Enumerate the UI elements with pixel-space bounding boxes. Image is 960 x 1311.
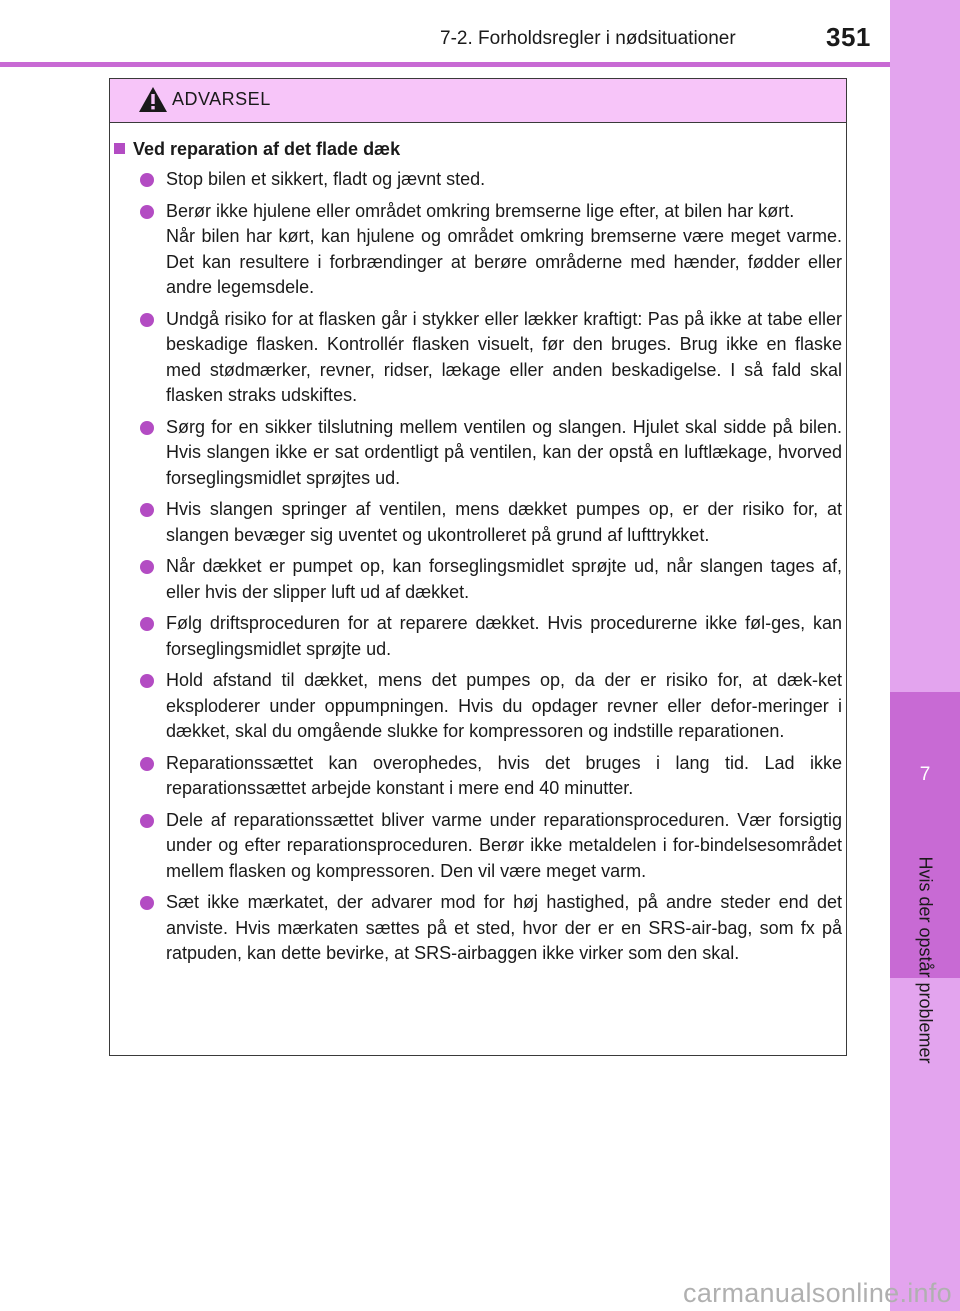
list-item-text: Hvis slangen springer af ventilen, mens dækket pumpes op, er der risiko for, at slangen bevæger sig uventet og ukontrolleret på grund af lufttrykket. bbox=[166, 499, 842, 545]
list-item bbox=[140, 890, 842, 967]
page-number: 351 bbox=[826, 22, 871, 52]
bullet-dot-icon bbox=[140, 896, 154, 910]
chapter-number: 7 bbox=[919, 764, 931, 785]
list-item-text: Dele af reparationssættet bliver varme under reparationsproceduren. Vær forsigtig under og efter reparationsproceduren. Berør ikke metaldelen i for-bindelsesområdet mellem flasken og kompressoren. Den vil være meget varm. bbox=[166, 809, 842, 881]
header-divider bbox=[0, 62, 890, 67]
list-item bbox=[140, 808, 842, 885]
bullet-dot-icon bbox=[140, 617, 154, 631]
list-item-text: Stop bilen et sikkert, fladt og jævnt sted. bbox=[166, 169, 486, 189]
list-item-text: Når dækket er pumpet op, kan forseglingsmidlet sprøjte ud, når slangen tages af, eller hvis der slipper luft ud af dækket. bbox=[166, 556, 842, 602]
list-item-text: Når bilen har kørt, kan hjulene og området omkring bremserne være meget varme. Det kan resultere i forbrændinger at berøre områderne med hænder, fødder eller andre legemsdele. bbox=[166, 226, 842, 297]
bullet-dot-icon bbox=[140, 313, 154, 327]
list-item bbox=[140, 199, 842, 301]
list-item-text: Hold afstand til dækket, mens det pumpes op, da der er risiko for, at dæk-ket eksploderer under oppumpningen. Hvis du opdager revner eller defor-meringer i dækket, skal du omgående slukke for kompressoren og indstille reparationen. bbox=[166, 670, 842, 741]
warning-label: ADVARSEL bbox=[172, 89, 271, 109]
bullet-dot-icon bbox=[140, 757, 154, 771]
bullet-dot-icon bbox=[140, 205, 154, 219]
list-item bbox=[140, 415, 842, 492]
chapter-title: Hvis der opstår problemer bbox=[915, 856, 936, 1064]
section-heading-text: Ved reparation af det flade dæk bbox=[133, 139, 401, 159]
watermark: carmanualsonline.info bbox=[683, 1278, 952, 1308]
list-item-text: Sæt ikke mærkatet, der advarer mod for høj hastighed, på andre steder end det anviste. Hvis mærkaten sættes på et sted, hvor der er en SRS-air-bag, som fx på ratpuden, kan dette bevirke, at SRS-airbaggen ikke virker som den skal. bbox=[166, 892, 842, 963]
list-item bbox=[140, 554, 842, 605]
bullet-dot-icon bbox=[140, 421, 154, 435]
list-item bbox=[140, 497, 842, 548]
warning-header bbox=[110, 79, 846, 123]
bullet-dot-icon bbox=[140, 503, 154, 517]
section-heading bbox=[114, 139, 400, 160]
list-item-text: Berør ikke hjulene eller området omkring bremserne lige efter, at bilen har kørt. bbox=[166, 200, 795, 221]
section-title: 7-2. Forholdsregler i nødsituationer bbox=[440, 28, 736, 49]
list-item bbox=[140, 611, 842, 662]
list-item-text: Reparationssættet kan overophedes, hvis det bruges i lang tid. Lad ikke reparationssættet arbejde konstant i mere end 40 minutter. bbox=[166, 752, 842, 798]
list-item bbox=[140, 307, 842, 409]
warning-box bbox=[109, 78, 847, 1056]
list-item bbox=[140, 751, 842, 802]
list-item bbox=[140, 167, 842, 193]
list-item-text: Sørg for en sikker tilslutning mellem ventilen og slangen. Hjulet skal sidde på bilen. Hvis slangen ikke er sat ordentligt på ventilen, kan der opstå en luftlækage, hvorved forseglingsmidlet sprøjtes ud. bbox=[166, 416, 842, 488]
list-item-text: Undgå risiko for at flasken går i stykker eller lækker kraftigt: Pas på ikke at tabe eller beskadige flasken. Kontrollér flasken visuelt, før den bruges. Brug ikke en flaske med stødmærker, revner, ridser, lækage eller anden beskadigelse. I så fald skal flasken straks udskiftes. bbox=[166, 308, 842, 405]
chapter-side-tab bbox=[890, 0, 960, 1311]
warning-list bbox=[140, 167, 842, 973]
bullet-dot-icon bbox=[140, 560, 154, 574]
bullet-dot-icon bbox=[140, 173, 154, 187]
list-item bbox=[140, 668, 842, 745]
square-bullet-icon bbox=[114, 143, 125, 154]
list-item-text: Følg driftsproceduren for at reparere dækket. Hvis procedurerne ikke føl-ges, kan forseglingsmidlet sprøjte ud. bbox=[166, 613, 842, 659]
warning-triangle-icon bbox=[138, 86, 168, 113]
bullet-dot-icon bbox=[140, 814, 154, 828]
bullet-dot-icon bbox=[140, 674, 154, 688]
